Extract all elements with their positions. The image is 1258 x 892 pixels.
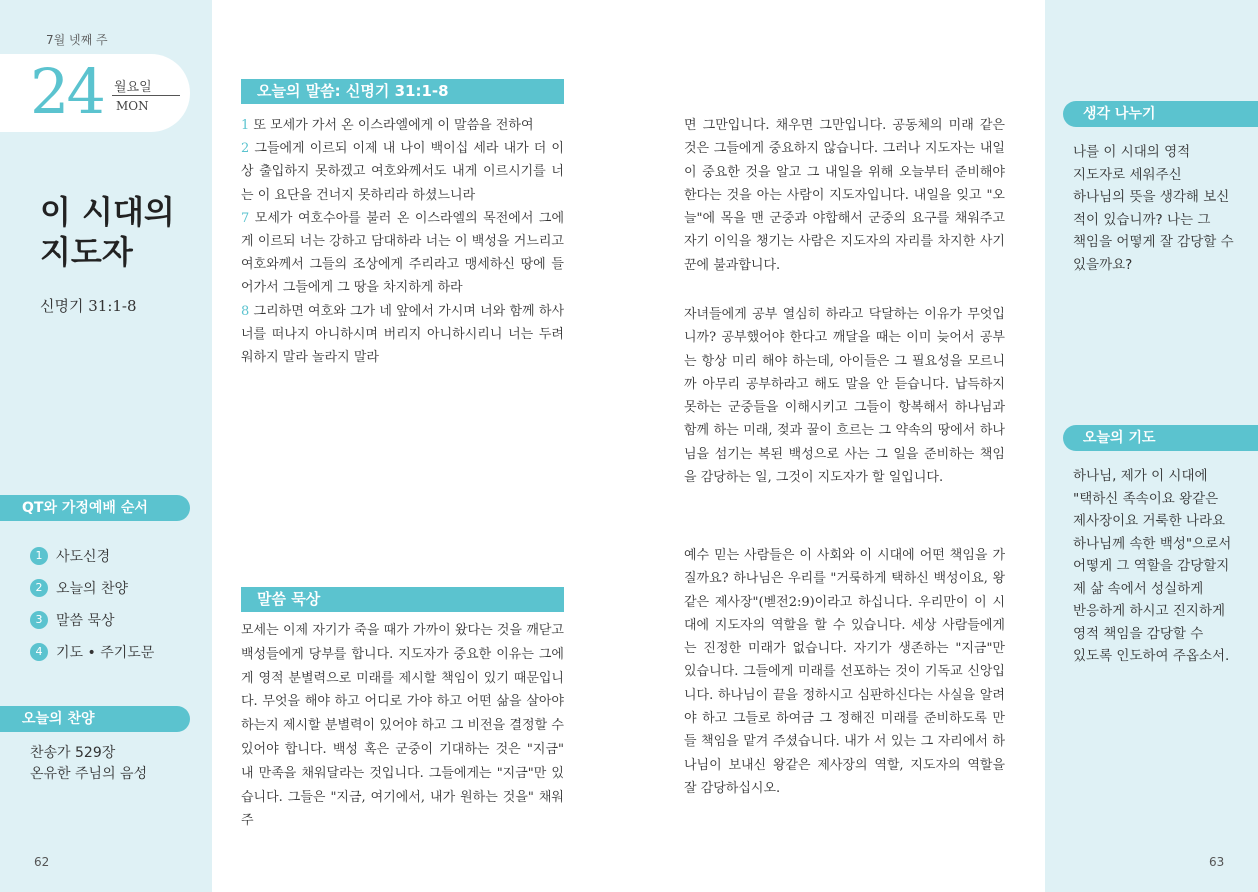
weekday-english: MON (116, 99, 149, 113)
prayer-text: 하나님, 제가 이 시대에 "택하신 족속이요 왕같은 제사장이요 거룩한 나라요 하나님께 속한 백성"으로서 어떻게 그 역할을 감당할지 제 삶 속에서 성실하게 반응하게 하시고 진지하게 영적 책임을 감당할 수 있도록 인도하여 주옵소서. (1073, 468, 1232, 664)
number-badge: 1 (30, 547, 48, 565)
share-heading: 생각 나누기 (1063, 101, 1258, 127)
order-item (30, 572, 154, 604)
verse-number: 7 (241, 210, 250, 226)
hymn-heading: 오늘의 찬양 (0, 706, 190, 732)
verse (241, 300, 564, 370)
order-item (30, 636, 154, 668)
body-paragraph: 예수 믿는 사람들은 이 사회와 이 시대에 어떤 책임을 가질까요? 하나님은 우리를 "거룩하게 택하신 백성이요, 왕같은 제사장"(벧전2:9)이라고 하십니다. 우리만이 이 시대에 지도자의 역할을 할 수 있습니다. 세상 사람들에게는 진정한 미래가 없습니다. 자기가 생존하는 "지금"만 있습니다. 그들에게 미래를 선포하는 것이 기독교 신앙입니다. 하나님이 끝을 정하시고 심판하신다는 사실을 알려야 하고 그들로 하여금 그 정해진 미래를 준비하도록 만들 책임을 맡겨 주셨습니다. 내가 서 있는 그 자리에서 하나님이 보내신 왕같은 제사장의 역할, 지도자의 역할을 잘 감당하십시오. (684, 548, 1005, 796)
order-item-label: 말씀 묵상 (56, 613, 115, 629)
verses-body (241, 114, 564, 369)
number-badge: 3 (30, 611, 48, 629)
hymn-title: 온유한 주님의 음성 (30, 766, 148, 782)
verse-text: 또 모세가 가서 온 이스라엘에게 이 말씀을 전하여 (249, 118, 534, 133)
body-paragraph: 자녀들에게 공부 열심히 하라고 닥달하는 이유가 무엇입니까? 공부했어야 한다고 깨달을 때는 이미 늦어서 공부는 항상 미리 해야 하는데, 아이들은 그 필요성을 모르니까 아무리 공부하라고 해도 말을 안 듣습니다. 납득하지 못하는 군중들을 이해시키고 그들이 항복해서 하나님과 함께 하는 미래, 젖과 꿀이 흐르는 그 약속의 땅에서 하나님을 섬기는 복된 백성으로 사는 그 일을 준비하는 책임을 감당하는 일, 그것이 지도자가 할 일입니다. (684, 307, 1005, 486)
day-number: 24 (30, 55, 103, 128)
order-item-label: 사도신경 (56, 549, 111, 565)
share-text: 나를 이 시대의 영적 지도자로 세워주신 하나님의 뜻을 생각해 보신 적이 있습니까? 나는 그 책임을 어떻게 잘 감당할 수 있을까요? (1073, 144, 1234, 273)
scripture-reference: 신명기 31:1-8 (40, 297, 137, 315)
verse-text: 모세가 여호수아를 불러 온 이스라엘의 목전에서 그에게 이르되 너는 강하고 담대하라 너는 이 백성을 거느리고 여호와께서 그들의 조상에게 주리라고 맹세하신 땅에 들어가서 그들에게 그 땅을 차지하게 하라 (241, 210, 564, 296)
week-label: 7월 넷째 주 (46, 33, 108, 47)
verse (241, 137, 564, 207)
verse-text: 그리하면 여호와 그가 네 앞에서 가시며 너와 함께 하사 너를 떠나지 아니하시며 버리지 아니하시리니 너는 두려워하지 말라 놀라지 말라 (241, 303, 564, 366)
number-badge: 2 (30, 579, 48, 597)
order-list (30, 540, 154, 668)
number-badge: 4 (30, 643, 48, 661)
page-title: 이 시대의 지도자 (40, 193, 175, 271)
hymn-info (30, 743, 147, 785)
order-item (30, 604, 154, 636)
verse-number: 1 (241, 118, 250, 133)
meditation-text: 모세는 이제 자기가 죽을 때가 가까이 왔다는 것을 깨닫고 백성들에게 당부를 합니다. 지도자가 중요한 이유는 그에게 영적 분별력으로 미래를 제시할 책임이 있기 때문입니다. 무엇을 해야 하고 어디로 가야 하고 어떤 삶을 살아야 하는지 제시할 분별력이 있어야 하고 그 비전을 결정할 수 있어야 합니다. 백성 혹은 군중이 기대하는 것은 "지금" 내 만족을 채워달라는 것입니다. 그들에게는 "지금"만 있습니다. 그들은 "지금, 여기에서, 내가 원하는 것을" 채워주 (241, 623, 564, 829)
weekday-korean: 월요일 (114, 80, 152, 95)
page-number-right: 63 (1209, 855, 1225, 869)
body-paragraph: 면 그만입니다. 채우면 그만입니다. 공동체의 미래 같은 것은 그들에게 중요하지 않습니다. 그러나 지도자는 내일이 중요한 것을 알고 그 내일을 위해 오늘부터 준비해야 한다는 것을 아는 사람이 지도자입니다. 내일을 잊고 "오늘"에 목을 맨 군중과 야합해서 군중의 요구를 채워주고 자기 이익을 챙기는 사람은 지도자의 자리를 차지한 사기꾼에 불과합니다. (684, 118, 1005, 273)
meditation-heading: 말씀 묵상 (241, 587, 564, 612)
order-item-label: 기도 • 주기도문 (56, 645, 155, 661)
verses-heading: 오늘의 말씀: 신명기 31:1-8 (241, 79, 564, 104)
prayer-heading: 오늘의 기도 (1063, 425, 1258, 451)
verse-number: 8 (241, 303, 250, 319)
order-item-label: 오늘의 찬양 (56, 581, 129, 597)
order-item (30, 540, 154, 572)
verse (241, 207, 564, 300)
page-number-left: 62 (34, 855, 50, 869)
verse (241, 114, 564, 137)
verse-text: 그들에게 이르되 이제 내 나이 백이십 세라 내가 더 이상 출입하지 못하겠고 여호와께서도 내게 이르시기를 너는 이 요단을 건너지 못하리라 하셨느니라 (241, 141, 564, 203)
verse-number: 2 (241, 141, 250, 157)
hymn-number: 찬송가 529장 (30, 745, 116, 761)
weekday-divider (112, 95, 180, 96)
order-heading: QT와 가정예배 순서 (0, 495, 190, 521)
